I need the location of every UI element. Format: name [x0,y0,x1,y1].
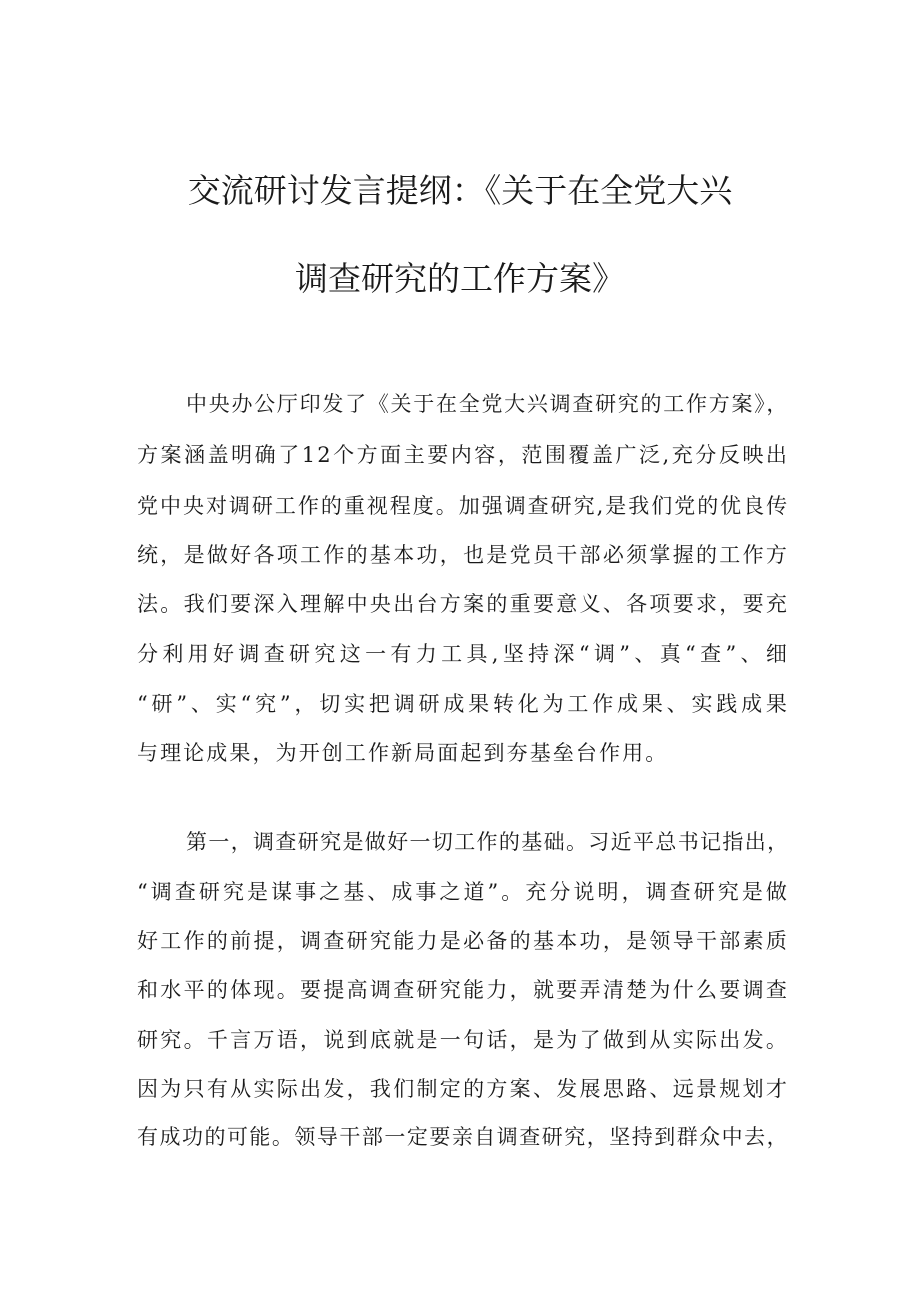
paragraph-1-line-1: 中央办公厅印发了《关于在全党大兴调查研究的工作方案》， [186,392,789,416]
paragraph-2-line-7: 有成功的可能。领导干部一定要亲自调查研究，坚持到群众中去， [137,1125,789,1149]
paragraph-1-line-7: “研”、实“究”，切实把调研成果转化为工作成果、实践成果 [137,692,789,716]
paragraph-1-line-8: 与理论成果，为开创工作新局面起到夯基垒台作用。 [137,741,669,765]
paragraph-1-line-3: 党中央对调研工作的重视程度。加强调查研究,是我们党的优良传 [137,494,789,518]
paragraph-2-line-5: 研究。千言万语，说到底就是一句话，是为了做到从实际出发。 [137,1028,789,1052]
document-title-line-2: 调查研究的工作方案》 [295,259,625,298]
paragraph-2-line-4: 和水平的体现。要提高调查研究能力，就要弄清楚为什么要调查 [137,978,789,1002]
paragraph-2-line-3: 好工作的前提，调查研究能力是必备的基本功，是领导干部素质 [137,929,789,953]
paragraph-1-line-2: 方案涵盖明确了12个方面主要内容，范围覆盖广泛,充分反映出 [137,443,789,467]
paragraph-2-line-1: 第一，调查研究是做好一切工作的基础。习近平总书记指出， [186,830,790,854]
document-title-line-1: 交流研讨发言提纲：《关于在全党大兴 [187,171,733,210]
paragraph-2-line-2: “调查研究是谋事之基、成事之道”。充分说明，调查研究是做 [137,880,789,904]
paragraph-2-line-6: 因为只有从实际出发，我们制定的方案、发展思路、远景规划才 [137,1077,789,1101]
paragraph-1-line-4: 统，是做好各项工作的基本功，也是党员干部必须掌握的工作方 [137,543,789,567]
paragraph-1-line-5: 法。我们要深入理解中央出台方案的重要意义、各项要求，要充 [137,592,789,616]
paragraph-1-line-6: 分利用好调查研究这一有力工具,坚持深“调”、真“查”、细 [137,642,789,666]
